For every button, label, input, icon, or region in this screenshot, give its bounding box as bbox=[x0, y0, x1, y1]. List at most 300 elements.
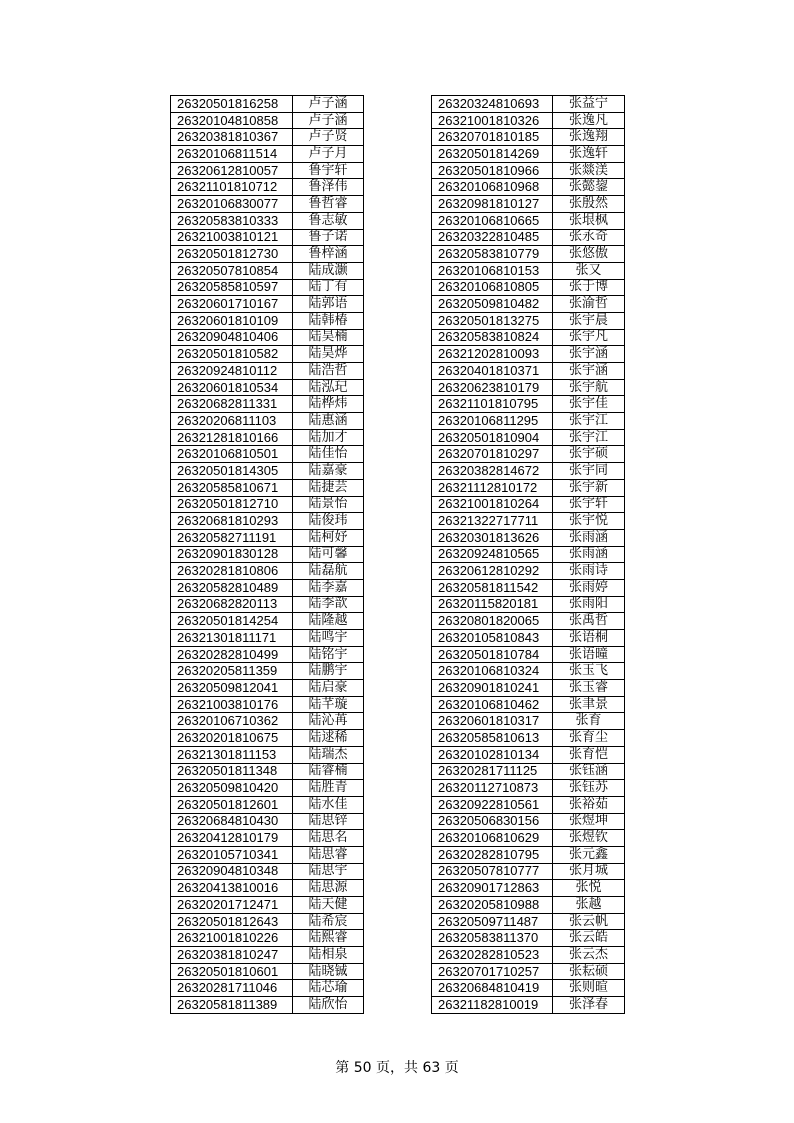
page-footer: 第 50 页，共 63 页 bbox=[335, 1060, 459, 1076]
exam-id-cell: 26320501811348 bbox=[171, 763, 293, 780]
table-row bbox=[432, 429, 625, 446]
exam-id-cell: 26320582810489 bbox=[171, 579, 293, 596]
exam-id-cell: 26320106811295 bbox=[432, 413, 553, 430]
table-row bbox=[171, 696, 364, 713]
exam-id-cell: 26320206811103 bbox=[171, 413, 293, 430]
exam-id-cell: 26320701810185 bbox=[432, 129, 553, 146]
table-row bbox=[432, 396, 625, 413]
table-row bbox=[171, 446, 364, 463]
student-name-cell: 陆捷芸 bbox=[293, 479, 364, 496]
table-row bbox=[432, 763, 625, 780]
table-row bbox=[432, 563, 625, 580]
table-row bbox=[171, 479, 364, 496]
table-row bbox=[432, 663, 625, 680]
exam-id-cell: 26320507810854 bbox=[171, 262, 293, 279]
table-row bbox=[171, 880, 364, 897]
student-name-cell: 陆瑞杰 bbox=[293, 746, 364, 763]
table-row bbox=[171, 229, 364, 246]
exam-id-cell: 26320282810499 bbox=[171, 646, 293, 663]
exam-id-cell: 26320601810534 bbox=[171, 379, 293, 396]
student-name-cell: 张越 bbox=[553, 897, 625, 914]
exam-id-cell: 26320582711191 bbox=[171, 529, 293, 546]
student-name-cell: 陆磊航 bbox=[293, 563, 364, 580]
exam-id-cell: 26321202810093 bbox=[432, 346, 553, 363]
table-row bbox=[171, 997, 364, 1014]
student-name-cell: 张殷然 bbox=[553, 196, 625, 213]
table-row bbox=[432, 112, 625, 129]
student-name-cell: 陆浩哲 bbox=[293, 363, 364, 380]
exam-id-cell: 26320981810127 bbox=[432, 196, 553, 213]
table-row bbox=[432, 546, 625, 563]
student-name-cell: 陆铭宇 bbox=[293, 646, 364, 663]
student-name-cell: 张雨诗 bbox=[553, 563, 625, 580]
table-row bbox=[432, 129, 625, 146]
table-row bbox=[171, 463, 364, 480]
table-row bbox=[432, 212, 625, 229]
exam-id-cell: 26320501812643 bbox=[171, 913, 293, 930]
exam-id-cell: 26320501814305 bbox=[171, 463, 293, 480]
exam-id-cell: 26320681810293 bbox=[171, 513, 293, 530]
table-row bbox=[171, 262, 364, 279]
exam-id-cell: 26320106810968 bbox=[432, 179, 553, 196]
exam-id-cell: 26320106810462 bbox=[432, 696, 553, 713]
exam-id-cell: 26320585810613 bbox=[432, 730, 553, 747]
student-name-cell: 陆希宸 bbox=[293, 913, 364, 930]
table-row bbox=[171, 379, 364, 396]
student-name-cell: 陆惠涵 bbox=[293, 413, 364, 430]
student-name-cell: 张宇悦 bbox=[553, 513, 625, 530]
table-row bbox=[432, 329, 625, 346]
exam-id-cell: 26320901712863 bbox=[432, 880, 553, 897]
exam-id-cell: 26320583810333 bbox=[171, 212, 293, 229]
student-name-cell: 陆丁有 bbox=[293, 279, 364, 296]
exam-id-cell: 26320106810665 bbox=[432, 212, 553, 229]
student-name-cell: 陆柯妤 bbox=[293, 529, 364, 546]
table-row bbox=[171, 312, 364, 329]
student-name-cell: 张语桐 bbox=[553, 630, 625, 647]
table-row bbox=[171, 179, 364, 196]
student-name-cell: 张宇新 bbox=[553, 479, 625, 496]
exam-id-cell: 26320501812730 bbox=[171, 246, 293, 263]
student-name-cell: 张耘硕 bbox=[553, 963, 625, 980]
student-name-cell: 张元鑫 bbox=[553, 846, 625, 863]
table-row bbox=[432, 646, 625, 663]
student-name-cell: 卢子贤 bbox=[293, 129, 364, 146]
table-body-right bbox=[432, 96, 625, 1014]
table-row bbox=[171, 730, 364, 747]
table-row bbox=[171, 563, 364, 580]
exam-id-cell: 26320684810419 bbox=[432, 980, 553, 997]
student-name-cell: 陆韩椿 bbox=[293, 312, 364, 329]
student-name-cell: 陆鹏宇 bbox=[293, 663, 364, 680]
table-row bbox=[432, 730, 625, 747]
student-name-cell: 陆水佳 bbox=[293, 796, 364, 813]
student-name-cell: 鲁泽伟 bbox=[293, 179, 364, 196]
student-name-cell: 张宇佳 bbox=[553, 396, 625, 413]
exam-id-cell: 26320501810784 bbox=[432, 646, 553, 663]
exam-id-cell: 26320585810597 bbox=[171, 279, 293, 296]
exam-id-cell: 26320106810805 bbox=[432, 279, 553, 296]
student-name-cell: 卢子月 bbox=[293, 146, 364, 163]
student-name-cell: 陆逑稀 bbox=[293, 730, 364, 747]
table-row bbox=[432, 930, 625, 947]
student-name-cell: 张育 bbox=[553, 713, 625, 730]
exam-id-cell: 26320701810297 bbox=[432, 446, 553, 463]
student-name-cell: 陆芊璇 bbox=[293, 696, 364, 713]
exam-id-cell: 26320382814672 bbox=[432, 463, 553, 480]
exam-id-cell: 26320281711046 bbox=[171, 980, 293, 997]
student-name-cell: 张悠傲 bbox=[553, 246, 625, 263]
table-row bbox=[432, 713, 625, 730]
exam-id-cell: 26320507810777 bbox=[432, 863, 553, 880]
student-name-cell: 陆启豪 bbox=[293, 680, 364, 697]
student-name-cell: 卢子涵 bbox=[293, 96, 364, 113]
table-row bbox=[171, 613, 364, 630]
student-name-cell: 鲁宇轩 bbox=[293, 162, 364, 179]
exam-id-cell: 26320501810582 bbox=[171, 346, 293, 363]
student-name-cell: 张燚渼 bbox=[553, 162, 625, 179]
table-row bbox=[171, 363, 364, 380]
exam-id-cell: 26321101810712 bbox=[171, 179, 293, 196]
student-name-cell: 张月城 bbox=[553, 863, 625, 880]
student-name-cell: 陆沁苒 bbox=[293, 713, 364, 730]
student-name-cell: 张雨婷 bbox=[553, 579, 625, 596]
table-row bbox=[432, 162, 625, 179]
exam-id-cell: 26320684810430 bbox=[171, 813, 293, 830]
exam-id-cell: 26320601810317 bbox=[432, 713, 553, 730]
table-row bbox=[171, 596, 364, 613]
student-name-cell: 张云皓 bbox=[553, 930, 625, 947]
exam-id-cell: 26320924810565 bbox=[432, 546, 553, 563]
student-name-cell: 张又 bbox=[553, 262, 625, 279]
table-row bbox=[432, 947, 625, 964]
table-row bbox=[432, 413, 625, 430]
exam-id-cell: 26320301813626 bbox=[432, 529, 553, 546]
exam-id-cell: 26320105710341 bbox=[171, 846, 293, 863]
table-row bbox=[432, 529, 625, 546]
student-table-right bbox=[431, 95, 625, 1014]
table-row bbox=[432, 262, 625, 279]
exam-id-cell: 26321112810172 bbox=[432, 479, 553, 496]
student-name-cell: 鲁哲睿 bbox=[293, 196, 364, 213]
exam-id-cell: 26320501814269 bbox=[432, 146, 553, 163]
student-name-cell: 陆昊烨 bbox=[293, 346, 364, 363]
student-name-cell: 陆李嘉 bbox=[293, 579, 364, 596]
student-name-cell: 陆胜青 bbox=[293, 780, 364, 797]
table-row bbox=[432, 813, 625, 830]
student-name-cell: 张逸翔 bbox=[553, 129, 625, 146]
table-row bbox=[432, 796, 625, 813]
exam-id-cell: 26320501812710 bbox=[171, 496, 293, 513]
table-row bbox=[171, 680, 364, 697]
table-row bbox=[171, 496, 364, 513]
exam-id-cell: 26320281711125 bbox=[432, 763, 553, 780]
table-row bbox=[171, 212, 364, 229]
student-name-cell: 陆佳怡 bbox=[293, 446, 364, 463]
student-name-cell: 张宇同 bbox=[553, 463, 625, 480]
table-row bbox=[432, 196, 625, 213]
exam-id-cell: 26321001810264 bbox=[432, 496, 553, 513]
exam-id-cell: 26320106810501 bbox=[171, 446, 293, 463]
table-row bbox=[432, 579, 625, 596]
table-row bbox=[171, 162, 364, 179]
table-row bbox=[432, 913, 625, 930]
exam-id-cell: 26320381810247 bbox=[171, 947, 293, 964]
table-row bbox=[171, 396, 364, 413]
exam-id-cell: 26320506830156 bbox=[432, 813, 553, 830]
exam-id-cell: 26321322717711 bbox=[432, 513, 553, 530]
exam-id-cell: 26320282810795 bbox=[432, 846, 553, 863]
table-row bbox=[432, 312, 625, 329]
student-name-cell: 张玉睿 bbox=[553, 680, 625, 697]
exam-id-cell: 26320922810561 bbox=[432, 796, 553, 813]
student-name-cell: 张宇凡 bbox=[553, 329, 625, 346]
student-name-cell: 张雨阳 bbox=[553, 596, 625, 613]
table-row bbox=[171, 112, 364, 129]
student-name-cell: 陆天健 bbox=[293, 897, 364, 914]
exam-id-cell: 26320106810153 bbox=[432, 262, 553, 279]
exam-id-cell: 26320701710257 bbox=[432, 963, 553, 980]
table-row bbox=[171, 246, 364, 263]
exam-id-cell: 26320682820113 bbox=[171, 596, 293, 613]
exam-id-cell: 26320585810671 bbox=[171, 479, 293, 496]
student-name-cell: 陆欣怡 bbox=[293, 997, 364, 1014]
table-row bbox=[171, 863, 364, 880]
table-row bbox=[432, 363, 625, 380]
student-name-cell: 陆加才 bbox=[293, 429, 364, 446]
table-row bbox=[432, 846, 625, 863]
table-row bbox=[432, 630, 625, 647]
student-name-cell: 鲁志敏 bbox=[293, 212, 364, 229]
exam-id-cell: 26320413810016 bbox=[171, 880, 293, 897]
exam-id-cell: 26320324810693 bbox=[432, 96, 553, 113]
student-name-cell: 陆晓铖 bbox=[293, 963, 364, 980]
student-name-cell: 陆昊楠 bbox=[293, 329, 364, 346]
exam-id-cell: 26320501810904 bbox=[432, 429, 553, 446]
student-name-cell: 张宇航 bbox=[553, 379, 625, 396]
table-row bbox=[171, 346, 364, 363]
table-row bbox=[432, 746, 625, 763]
student-name-cell: 陆鸣宇 bbox=[293, 630, 364, 647]
table-row bbox=[171, 146, 364, 163]
table-row bbox=[432, 496, 625, 513]
table-row bbox=[171, 129, 364, 146]
student-name-cell: 张永奇 bbox=[553, 229, 625, 246]
table-row bbox=[171, 780, 364, 797]
student-name-cell: 鲁梓涵 bbox=[293, 246, 364, 263]
exam-id-cell: 26320583810779 bbox=[432, 246, 553, 263]
exam-id-cell: 26320682811331 bbox=[171, 396, 293, 413]
table-row bbox=[432, 513, 625, 530]
exam-id-cell: 26320501812601 bbox=[171, 796, 293, 813]
exam-id-cell: 26320904810348 bbox=[171, 863, 293, 880]
table-row bbox=[171, 329, 364, 346]
exam-id-cell: 26320901830128 bbox=[171, 546, 293, 563]
student-name-cell: 陆李歆 bbox=[293, 596, 364, 613]
table-row bbox=[171, 279, 364, 296]
exam-id-cell: 26320282810523 bbox=[432, 947, 553, 964]
student-name-cell: 张宇硕 bbox=[553, 446, 625, 463]
student-name-cell: 张则暄 bbox=[553, 980, 625, 997]
table-body-left bbox=[171, 96, 364, 1014]
exam-id-cell: 26320401810371 bbox=[432, 363, 553, 380]
table-row bbox=[432, 463, 625, 480]
exam-id-cell: 26320501813275 bbox=[432, 312, 553, 329]
exam-id-cell: 26320106811514 bbox=[171, 146, 293, 163]
exam-id-cell: 26320105810843 bbox=[432, 630, 553, 647]
student-name-cell: 陆俊玮 bbox=[293, 513, 364, 530]
student-name-cell: 陆思源 bbox=[293, 880, 364, 897]
exam-id-cell: 26320106710362 bbox=[171, 713, 293, 730]
exam-id-cell: 26320601710167 bbox=[171, 296, 293, 313]
table-row bbox=[171, 429, 364, 446]
exam-id-cell: 26320509812041 bbox=[171, 680, 293, 697]
table-row bbox=[171, 980, 364, 997]
student-name-cell: 陆泓玘 bbox=[293, 379, 364, 396]
student-name-cell: 张逸轩 bbox=[553, 146, 625, 163]
table-row bbox=[171, 713, 364, 730]
exam-id-cell: 26320581811389 bbox=[171, 997, 293, 1014]
exam-id-cell: 26320924810112 bbox=[171, 363, 293, 380]
exam-id-cell: 26320801820065 bbox=[432, 613, 553, 630]
student-name-cell: 张垠枫 bbox=[553, 212, 625, 229]
table-row bbox=[432, 146, 625, 163]
table-row bbox=[171, 196, 364, 213]
student-table-left bbox=[170, 95, 364, 1014]
exam-id-cell: 26320612810057 bbox=[171, 162, 293, 179]
exam-id-cell: 26320623810179 bbox=[432, 379, 553, 396]
exam-id-cell: 26320612810292 bbox=[432, 563, 553, 580]
student-name-cell: 陆相泉 bbox=[293, 947, 364, 964]
student-name-cell: 张钰涵 bbox=[553, 763, 625, 780]
table-row bbox=[171, 796, 364, 813]
exam-id-cell: 26321101810795 bbox=[432, 396, 553, 413]
table-row bbox=[171, 579, 364, 596]
student-name-cell: 陆思睿 bbox=[293, 846, 364, 863]
student-name-cell: 张禹哲 bbox=[553, 613, 625, 630]
table-row bbox=[432, 863, 625, 880]
table-row bbox=[432, 229, 625, 246]
student-name-cell: 张雨涵 bbox=[553, 529, 625, 546]
student-name-cell: 陆隆越 bbox=[293, 613, 364, 630]
table-row bbox=[171, 846, 364, 863]
student-name-cell: 张宇涵 bbox=[553, 363, 625, 380]
exam-id-cell: 26320106830077 bbox=[171, 196, 293, 213]
exam-id-cell: 26320501816258 bbox=[171, 96, 293, 113]
student-name-cell: 陆郭语 bbox=[293, 296, 364, 313]
exam-id-cell: 26321301811171 bbox=[171, 630, 293, 647]
table-row bbox=[432, 179, 625, 196]
table-row bbox=[171, 947, 364, 964]
table-row bbox=[432, 596, 625, 613]
student-name-cell: 陆芯瑜 bbox=[293, 980, 364, 997]
exam-id-cell: 26320205811359 bbox=[171, 663, 293, 680]
table-row bbox=[432, 880, 625, 897]
student-name-cell: 张云杰 bbox=[553, 947, 625, 964]
exam-id-cell: 26320106810629 bbox=[432, 830, 553, 847]
table-row bbox=[171, 963, 364, 980]
student-name-cell: 陆可馨 bbox=[293, 546, 364, 563]
exam-id-cell: 26320104810858 bbox=[171, 112, 293, 129]
table-row bbox=[432, 830, 625, 847]
table-row bbox=[171, 813, 364, 830]
student-name-cell: 张宇轩 bbox=[553, 496, 625, 513]
table-row bbox=[171, 529, 364, 546]
exam-id-cell: 26320381810367 bbox=[171, 129, 293, 146]
exam-id-cell: 26321003810176 bbox=[171, 696, 293, 713]
table-row bbox=[432, 446, 625, 463]
student-name-cell: 陆桦炜 bbox=[293, 396, 364, 413]
student-name-cell: 张雨涵 bbox=[553, 546, 625, 563]
student-name-cell: 张悦 bbox=[553, 880, 625, 897]
exam-id-cell: 26320509711487 bbox=[432, 913, 553, 930]
exam-id-cell: 26320281810806 bbox=[171, 563, 293, 580]
student-name-cell: 陆思名 bbox=[293, 830, 364, 847]
exam-id-cell: 26320205810988 bbox=[432, 897, 553, 914]
table-row bbox=[432, 897, 625, 914]
table-row bbox=[171, 763, 364, 780]
student-name-cell: 张裕茹 bbox=[553, 796, 625, 813]
student-name-cell: 卢子涵 bbox=[293, 112, 364, 129]
exam-id-cell: 26320322810485 bbox=[432, 229, 553, 246]
table-row bbox=[171, 746, 364, 763]
table-row bbox=[171, 897, 364, 914]
table-row bbox=[171, 413, 364, 430]
exam-id-cell: 26320501810601 bbox=[171, 963, 293, 980]
student-name-cell: 陆成灏 bbox=[293, 262, 364, 279]
student-name-cell: 张泽春 bbox=[553, 997, 625, 1014]
student-name-cell: 张语曈 bbox=[553, 646, 625, 663]
student-name-cell: 张云帆 bbox=[553, 913, 625, 930]
table-row bbox=[432, 980, 625, 997]
student-name-cell: 张宇晨 bbox=[553, 312, 625, 329]
student-name-cell: 鲁子诺 bbox=[293, 229, 364, 246]
table-row bbox=[171, 296, 364, 313]
exam-id-cell: 26321001810326 bbox=[432, 112, 553, 129]
exam-id-cell: 26320904810406 bbox=[171, 329, 293, 346]
exam-id-cell: 26321301811153 bbox=[171, 746, 293, 763]
exam-id-cell: 26320901810241 bbox=[432, 680, 553, 697]
student-name-cell: 张逸凡 bbox=[553, 112, 625, 129]
exam-id-cell: 26320501814254 bbox=[171, 613, 293, 630]
student-name-cell: 张育尘 bbox=[553, 730, 625, 747]
student-name-cell: 张懿鋆 bbox=[553, 179, 625, 196]
table-row bbox=[171, 96, 364, 113]
exam-id-cell: 26320509810420 bbox=[171, 780, 293, 797]
table-row bbox=[432, 279, 625, 296]
student-name-cell: 张钰苏 bbox=[553, 780, 625, 797]
exam-id-cell: 26320201810675 bbox=[171, 730, 293, 747]
exam-id-cell: 26320581811542 bbox=[432, 579, 553, 596]
table-row bbox=[171, 930, 364, 947]
student-name-cell: 张于博 bbox=[553, 279, 625, 296]
table-row bbox=[171, 546, 364, 563]
student-name-cell: 张宇江 bbox=[553, 429, 625, 446]
student-name-cell: 陆思宇 bbox=[293, 863, 364, 880]
exam-id-cell: 26320115820181 bbox=[432, 596, 553, 613]
table-row bbox=[432, 479, 625, 496]
exam-id-cell: 26321182810019 bbox=[432, 997, 553, 1014]
exam-id-cell: 26320583811370 bbox=[432, 930, 553, 947]
table-row bbox=[171, 513, 364, 530]
student-name-cell: 张煜钦 bbox=[553, 830, 625, 847]
exam-id-cell: 26320601810109 bbox=[171, 312, 293, 329]
student-name-cell: 张渝哲 bbox=[553, 296, 625, 313]
student-name-cell: 张宇江 bbox=[553, 413, 625, 430]
table-row bbox=[432, 680, 625, 697]
student-name-cell: 陆睿楠 bbox=[293, 763, 364, 780]
student-name-cell: 张宇涵 bbox=[553, 346, 625, 363]
